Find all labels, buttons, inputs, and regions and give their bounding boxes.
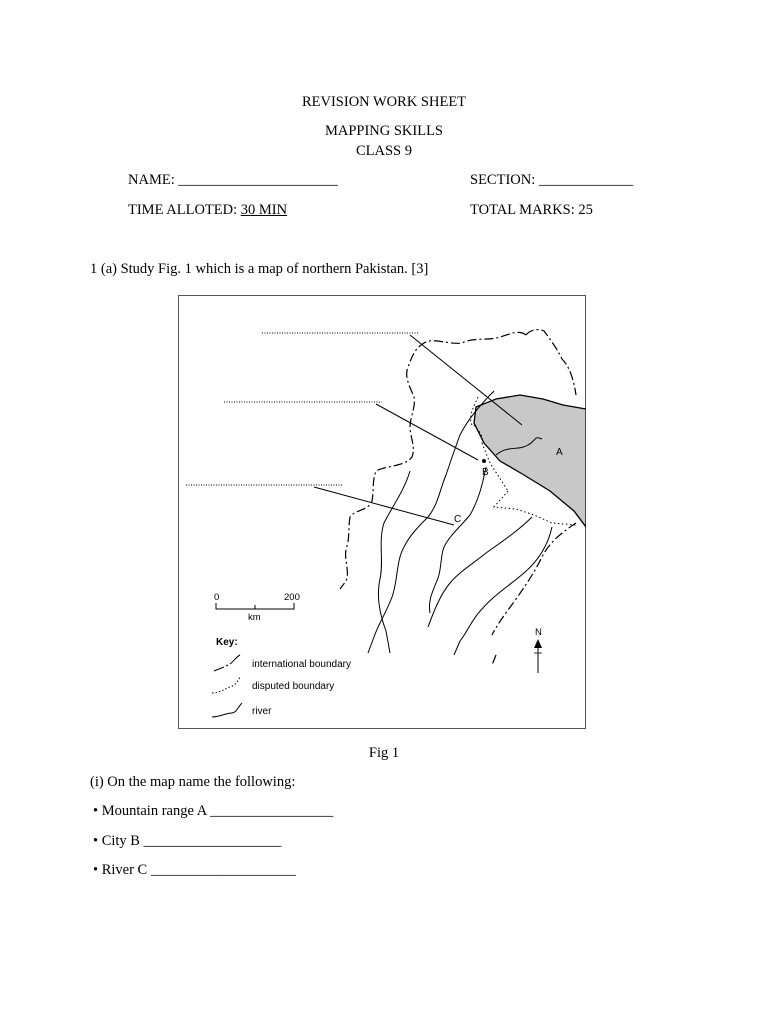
total-marks: TOTAL MARKS: 25	[470, 202, 593, 218]
label-c: C	[454, 514, 462, 525]
key-international: international boundary	[252, 659, 351, 670]
item-river	[93, 862, 296, 879]
item-mountain-range	[93, 803, 333, 820]
answer-blank[interactable]: _________________	[210, 803, 334, 819]
section-line	[470, 172, 633, 189]
item-city	[93, 833, 281, 850]
map-figure	[178, 295, 586, 729]
key-river: river	[252, 706, 272, 717]
answer-blank[interactable]: ____________________	[150, 862, 296, 878]
question-intro: 1 (a) Study Fig. 1 which is a map of northern Pakistan. [3]	[90, 261, 429, 277]
answer-blank[interactable]: ___________________	[143, 833, 282, 849]
time-line	[128, 202, 287, 219]
key-title: Key:	[216, 637, 238, 648]
label-b: B	[482, 467, 489, 478]
time-value: 30 MIN	[240, 202, 288, 218]
subject-title: MAPPING SKILLS	[324, 123, 444, 139]
name-line	[128, 172, 338, 189]
class-title: CLASS 9	[355, 143, 412, 159]
section-label: SECTION:	[470, 172, 536, 188]
time-label: TIME ALLOTED:	[128, 202, 238, 218]
worksheet-title: REVISION WORK SHEET	[301, 94, 467, 110]
north-label: N	[535, 627, 542, 638]
key-disputed: disputed boundary	[252, 681, 335, 692]
scale-max: 200	[284, 592, 300, 603]
item-label: • City B	[93, 833, 140, 849]
label-a: A	[556, 447, 563, 458]
city-b-dot	[482, 459, 486, 463]
item-label: • Mountain range A	[93, 803, 207, 819]
scale-unit: km	[248, 612, 261, 623]
figure-caption: Fig 1	[368, 745, 400, 761]
name-label: NAME:	[128, 172, 175, 188]
name-blank[interactable]: ______________________	[178, 172, 338, 188]
scale-zero: 0	[214, 592, 220, 603]
section-blank[interactable]: _____________	[538, 172, 634, 188]
item-label: • River C	[93, 862, 148, 878]
instruction: (i) On the map name the following:	[90, 774, 296, 790]
